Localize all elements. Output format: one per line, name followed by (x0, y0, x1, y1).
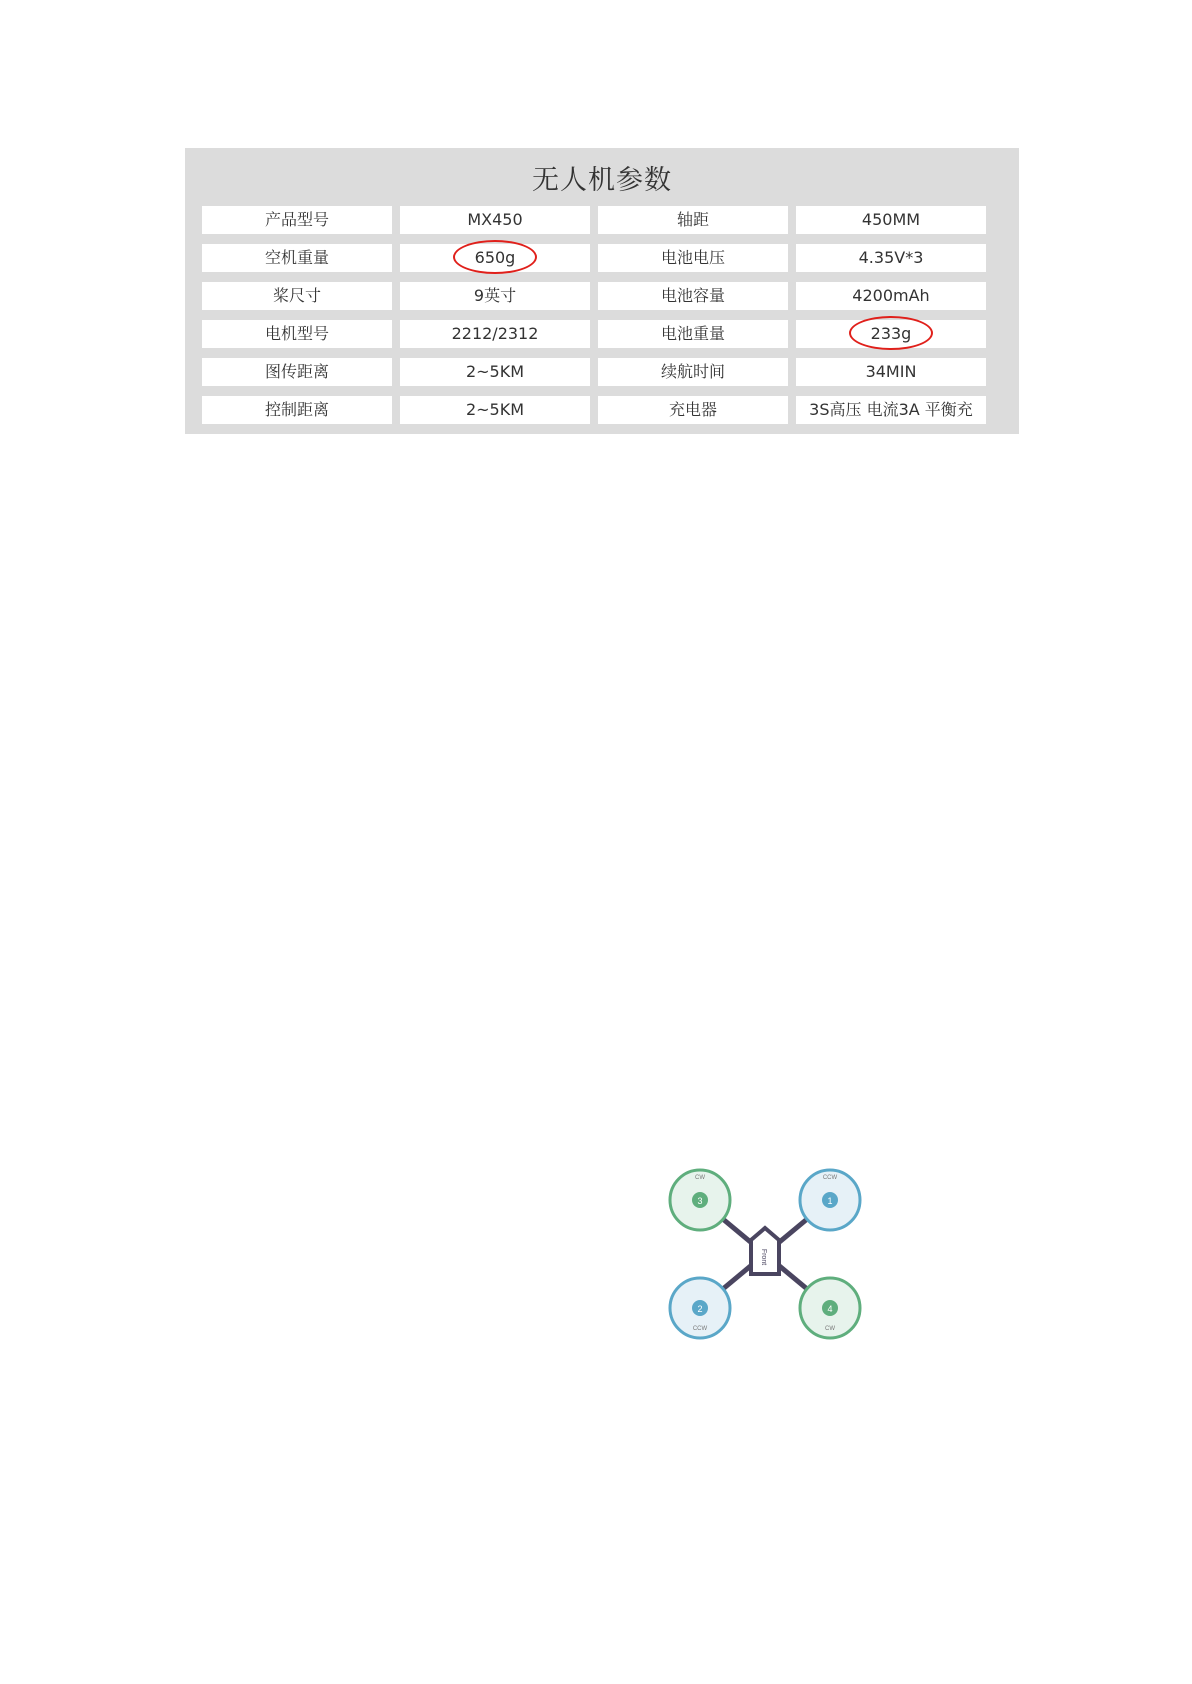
rotation-label: CCW (692, 1326, 708, 1332)
param-label: 电池容量 (598, 282, 788, 310)
rotation-label: CW (825, 1326, 835, 1332)
table-row (202, 244, 1002, 272)
table-row (202, 358, 1002, 386)
rotation-label: CW (695, 1175, 705, 1181)
spec-grid (202, 206, 1002, 434)
param-label: 电机型号 (202, 320, 392, 348)
param-value: 2~5KM (400, 396, 590, 424)
table-row (202, 282, 1002, 310)
param-value: 34MIN (796, 358, 986, 386)
motor-3 (670, 1170, 730, 1230)
body-label: Front (760, 1248, 767, 1266)
table-row (202, 396, 1002, 424)
param-value: 2212/2312 (400, 320, 590, 348)
param-label: 产品型号 (202, 206, 392, 234)
motor-number: 2 (697, 1304, 703, 1314)
param-value: 2~5KM (400, 358, 590, 386)
param-label: 桨尺寸 (202, 282, 392, 310)
param-value: 450MM (796, 206, 986, 234)
quadcopter-motor-diagram (665, 1160, 865, 1350)
spec-table-title: 无人机参数 (532, 165, 672, 196)
motor-4 (800, 1278, 860, 1338)
param-value: 4200mAh (796, 282, 986, 310)
param-value: 9英寸 (400, 282, 590, 310)
motor-2 (670, 1278, 730, 1338)
param-label: 充电器 (598, 396, 788, 424)
motor-1 (800, 1170, 860, 1230)
table-row (202, 206, 1002, 234)
param-label: 空机重量 (202, 244, 392, 272)
param-label: 图传距离 (202, 358, 392, 386)
battery-weight-value-circled: 233g (796, 320, 986, 348)
param-value: 3S高压 电流3A 平衡充 (796, 396, 986, 424)
motor-number: 3 (697, 1196, 703, 1206)
drone-spec-table (185, 148, 1019, 434)
motor-number: 4 (827, 1304, 833, 1314)
param-label: 电池重量 (598, 320, 788, 348)
drone-body (751, 1228, 779, 1274)
param-label: 电池电压 (598, 244, 788, 272)
param-label: 轴距 (598, 206, 788, 234)
param-value: 4.35V*3 (796, 244, 986, 272)
param-label: 续航时间 (598, 358, 788, 386)
empty-weight-value-circled: 650g (400, 244, 590, 272)
param-label: 控制距离 (202, 396, 392, 424)
param-value: MX450 (400, 206, 590, 234)
table-row (202, 320, 1002, 348)
rotation-label: CCW (822, 1175, 838, 1181)
motor-number: 1 (827, 1196, 833, 1206)
